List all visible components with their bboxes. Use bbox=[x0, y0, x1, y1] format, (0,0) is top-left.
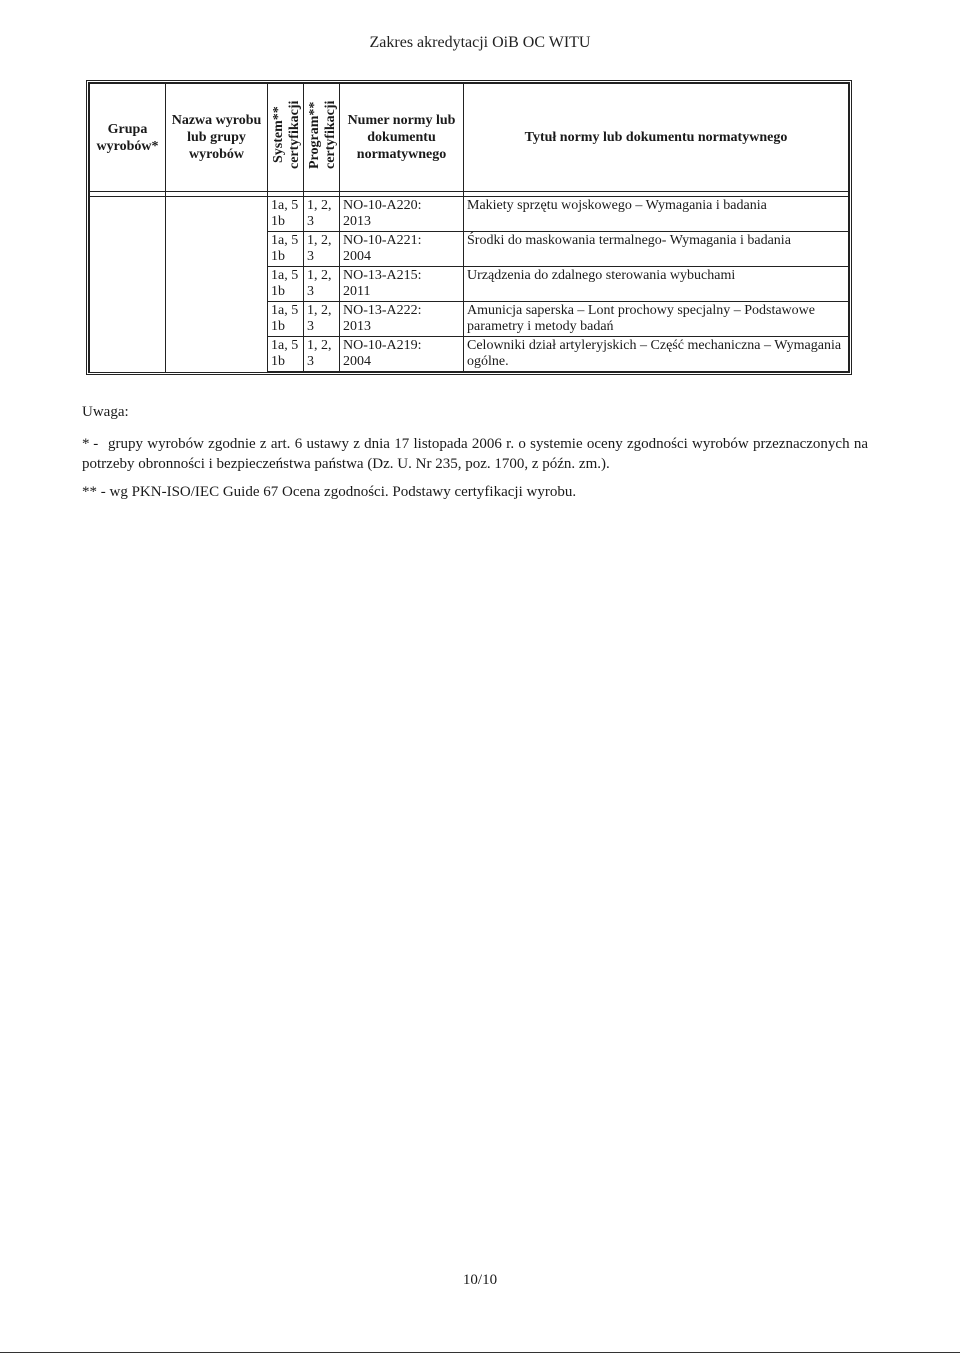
col-header-number: Numer normy lub dokumentu normatywnego bbox=[340, 84, 464, 192]
cell-group bbox=[90, 337, 166, 372]
col-header-group: Grupa wyrobów* bbox=[90, 84, 166, 192]
cell-program: 1, 2, 3 bbox=[304, 337, 340, 372]
cell-program: 1, 2, 3 bbox=[304, 197, 340, 232]
notes-label: Uwaga: bbox=[82, 404, 129, 420]
cell-title: Amunicja saperska – Lont prochowy specjalny – Podstawowe parametry i metody badań bbox=[464, 302, 849, 337]
page-number: 10/10 bbox=[462, 1272, 498, 1288]
table-row bbox=[90, 232, 849, 267]
cell-product bbox=[166, 267, 268, 302]
table-row bbox=[90, 302, 849, 337]
cell-group bbox=[90, 267, 166, 302]
footnote-1-text: grupy wyrobów zgodnie z art. 6 ustawy z dnia 17 listopada 2006 r. o systemie oceny zgodności wyrobów przeznaczonych na potrzeby obronności i bezpieczeństwa państwa (Dz. U. Nr 235, poz. 1700, z późn. zm.). bbox=[82, 436, 868, 472]
cell-product bbox=[166, 337, 268, 372]
cell-program: 1, 2, 3 bbox=[304, 267, 340, 302]
cell-program: 1, 2, 3 bbox=[304, 302, 340, 337]
col-header-program-label: Program** certyfikacji bbox=[307, 100, 338, 170]
cell-group bbox=[90, 197, 166, 232]
table-header-row bbox=[90, 84, 849, 192]
accreditation-table bbox=[86, 80, 852, 375]
col-header-title: Tytuł normy lub dokumentu normatywnego bbox=[464, 84, 849, 192]
cell-product bbox=[166, 232, 268, 267]
col-header-program bbox=[304, 84, 340, 192]
cell-number: NO-10-A219: 2004 bbox=[340, 337, 464, 372]
cell-product bbox=[166, 197, 268, 232]
cell-system: 1a, 5 1b bbox=[268, 232, 304, 267]
table-row bbox=[90, 197, 849, 232]
cell-group bbox=[90, 232, 166, 267]
cell-number: NO-13-A222: 2013 bbox=[340, 302, 464, 337]
cell-number: NO-10-A220: 2013 bbox=[340, 197, 464, 232]
page-title: Zakres akredytacji OiB OC WITU bbox=[369, 34, 591, 51]
cell-system: 1a, 5 1b bbox=[268, 197, 304, 232]
cell-system: 1a, 5 1b bbox=[268, 337, 304, 372]
col-header-system-label: System** certyfikacji bbox=[271, 100, 302, 170]
table-row bbox=[90, 267, 849, 302]
cell-system: 1a, 5 1b bbox=[268, 302, 304, 337]
cell-group bbox=[90, 302, 166, 337]
col-header-product: Nazwa wyrobu lub grupy wyrobów bbox=[166, 84, 268, 192]
cell-product bbox=[166, 302, 268, 337]
cell-number: NO-13-A215: 2011 bbox=[340, 267, 464, 302]
footnote-1 bbox=[82, 434, 868, 474]
footnote-1-mark: * - bbox=[82, 436, 99, 452]
cell-program: 1, 2, 3 bbox=[304, 232, 340, 267]
bottom-rule bbox=[0, 1352, 960, 1353]
cell-number: NO-10-A221: 2004 bbox=[340, 232, 464, 267]
cell-title: Celowniki dział artyleryjskich – Część mechaniczna – Wymagania ogólne. bbox=[464, 337, 849, 372]
cell-title: Makiety sprzętu wojskowego – Wymagania i badania bbox=[464, 197, 849, 232]
col-header-system bbox=[268, 84, 304, 192]
cell-system: 1a, 5 1b bbox=[268, 267, 304, 302]
table-row bbox=[90, 337, 849, 372]
cell-title: Urządzenia do zdalnego sterowania wybuchami bbox=[464, 267, 849, 302]
cell-title: Środki do maskowania termalnego- Wymagania i badania bbox=[464, 232, 849, 267]
footnote-2: ** - wg PKN-ISO/IEC Guide 67 Ocena zgodności. Podstawy certyfikacji wyrobu. bbox=[82, 484, 577, 500]
